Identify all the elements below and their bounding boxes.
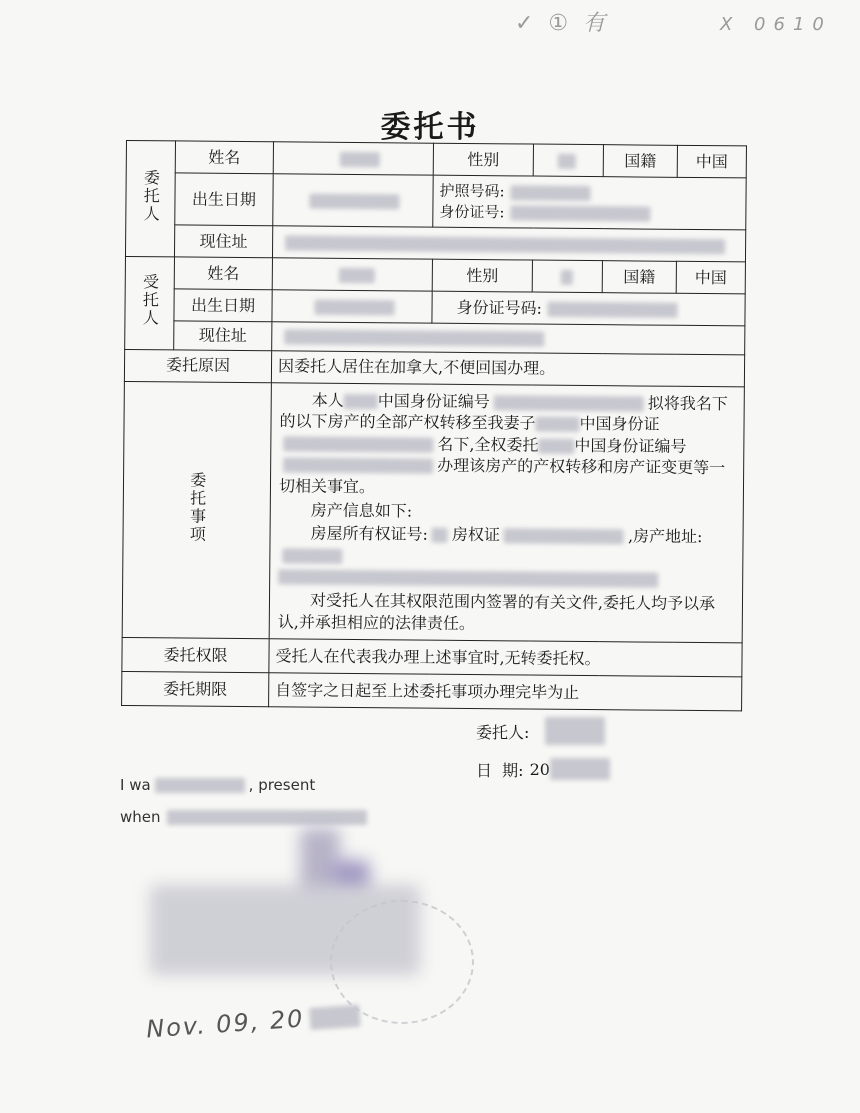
- matters-label: 委托事项: [122, 381, 271, 639]
- principal-address-label: 现住址: [174, 225, 272, 258]
- matters-paragraph-1: 本人 中国身份证编号 拟将我名下的以下房产的全部产权转移至我妻子 中国身份证名下,全权委托 中国身份证编号办理该房产的产权转移和房产证变更等一切相关事宜。: [278, 390, 728, 497]
- handwritten-note-2: X 0610: [720, 14, 832, 35]
- principal-nationality-value: 中国: [677, 145, 746, 178]
- matters-content: [269, 382, 744, 643]
- principal-id-cell: [433, 175, 746, 230]
- authority-text: 受托人在代表我办理上述事宜时,无转委托权。: [269, 639, 742, 677]
- principal-gender-value: [533, 144, 603, 177]
- handwritten-note: ✓ ① 有: [515, 11, 610, 36]
- principal-name-value: [273, 142, 433, 175]
- matters-paragraph-3: 房屋所有权证号: 房权证 ,房产地址:: [278, 523, 735, 592]
- agent-name-label: 姓名: [174, 257, 272, 290]
- reason-text: 因委托人居住在加拿大,不便回国办理。: [271, 350, 744, 386]
- matters-paragraph-2: 房产信息如下:: [310, 500, 413, 521]
- principal-signature-label: 委托人:: [476, 722, 530, 742]
- agent-gender-label: 性别: [432, 259, 532, 292]
- signature-date-label: 日 期:: [476, 760, 524, 780]
- notary-line-2: when: [120, 808, 367, 826]
- power-of-attorney-form: [121, 140, 747, 712]
- principal-name-label: 姓名: [175, 141, 273, 174]
- agent-id-cell: [432, 291, 745, 326]
- signature-block: [476, 712, 610, 788]
- passport-label: 护照号码:: [439, 181, 505, 201]
- agent-section-label: 受托人: [125, 256, 175, 349]
- principal-birth-value: [273, 174, 433, 227]
- signature-date-value: 20: [529, 759, 550, 779]
- term-text: 自签字之日起至上述委托事项办理完毕为止: [269, 673, 742, 711]
- agent-gender-value: [532, 260, 602, 293]
- reason-label: 委托原因: [124, 349, 271, 382]
- principal-gender-label: 性别: [433, 143, 533, 176]
- handwritten-date: Nov. 09, 20: [145, 1001, 361, 1044]
- agent-birth-value: [272, 290, 432, 323]
- agent-nationality-value: 中国: [676, 261, 745, 294]
- principal-birth-label: 出生日期: [175, 173, 273, 226]
- agent-name-value: [272, 258, 432, 291]
- principal-id-label: 身份证号:: [439, 202, 505, 221]
- matters-paragraph-4: 对受托人在其权限范围内签署的有关文件,委托人均予以承认,并承担相应的法律责任。: [277, 590, 716, 633]
- agent-id-label: 身份证号码:: [456, 297, 543, 318]
- agent-birth-label: 出生日期: [174, 289, 272, 322]
- notary-line-1: I wa , present: [120, 776, 316, 794]
- principal-nationality-label: 国籍: [603, 145, 677, 178]
- agent-address-value: [272, 322, 745, 355]
- agent-address-label: 现住址: [174, 321, 272, 350]
- principal-section-label: 委托人: [125, 141, 175, 257]
- principal-address-value: [272, 226, 745, 262]
- authority-label: 委托权限: [122, 638, 269, 673]
- term-label: 委托期限: [122, 672, 269, 707]
- agent-nationality-label: 国籍: [602, 261, 676, 294]
- document-title: 委托书: [380, 110, 480, 145]
